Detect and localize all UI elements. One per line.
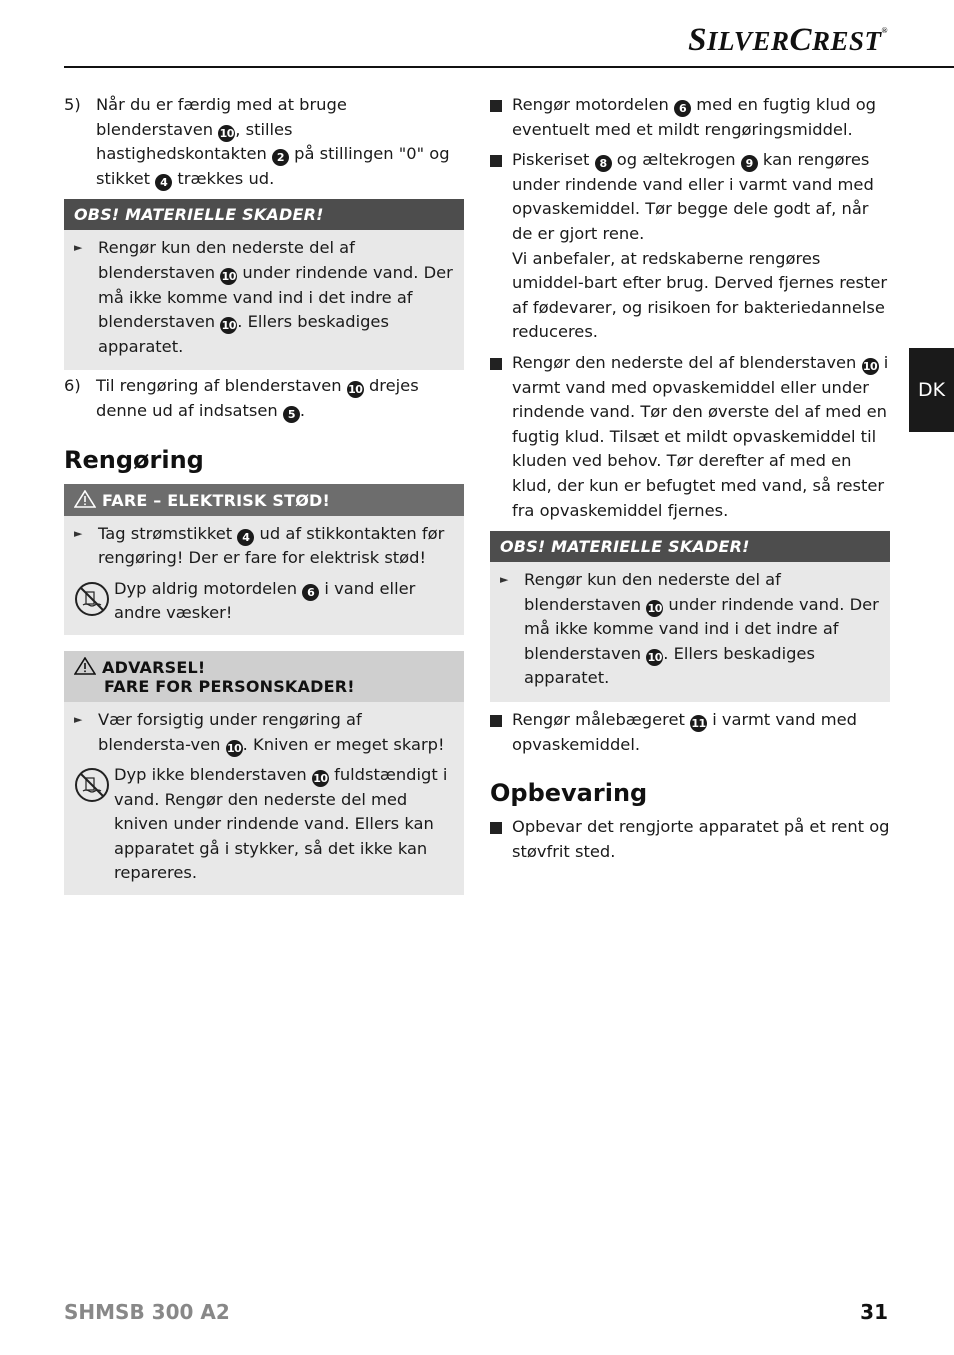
arrow-bullet-icon: ►: [74, 241, 83, 255]
header-rule: [64, 66, 954, 68]
part-number-badge: 10: [647, 601, 662, 615]
part-number-badge: 10: [221, 319, 236, 333]
part-number-badge: 10: [348, 383, 363, 397]
warning-item: ► Tag strømstikket 4 ud af stikkontakten før rengøring! Der er fare for elektrisk stød!: [74, 522, 454, 571]
footer-model-number: SHMSB 300 A2: [64, 1300, 230, 1324]
left-column: [64, 93, 464, 895]
no-immersion-icon: [74, 767, 110, 803]
language-tab: DK: [909, 348, 954, 432]
notice-title: OBS! MATERIELLE SKADER!: [64, 199, 464, 230]
arrow-bullet-icon: ►: [74, 712, 83, 726]
part-number-badge: 8: [595, 155, 612, 172]
warning-triangle-icon: [74, 657, 96, 675]
square-bullet-icon: [490, 351, 512, 523]
right-column: [490, 93, 890, 870]
list-item: Rengør motordelen 6 med en fugtig klud og eventuelt med et mildt rengøringsmiddel.: [490, 93, 890, 142]
list-item: Rengør målebægeret 11 i varmt vand med opvaskemiddel.: [490, 708, 890, 757]
square-bullet-icon: [490, 93, 512, 142]
step-5: 5) Når du er færdig med at bruge blenderstaven 10, stilles hastighedskontakten 2 på stillingen "0" og stikket 4 trækkes ud.: [64, 95, 450, 189]
part-number-badge: 9: [741, 155, 758, 172]
section-heading-cleaning: Rengøring: [64, 445, 204, 474]
square-bullet-icon: [490, 148, 512, 345]
part-number-badge: 10: [219, 126, 234, 140]
notice-item: ► Rengør kun den nederste del af blenderstaven 10 under rindende vand. Der må ikke komme vand ind i det indre af blenderstaven 10. Ellers beskadiges apparatet.: [74, 236, 454, 359]
warning-item: Dyp aldrig motordelen 6 i vand eller andre væsker!: [74, 577, 454, 626]
warning-triangle-icon: [74, 490, 96, 508]
list-item: Piskeriset 8 og æltekrogen 9 kan rengøres under rindende vand eller i varmt vand med opvaskemiddel. Tør begge dele godt af, når de er gjort rene. Vi anbefaler, at redskaberne rengøres umiddel-bart efter brug. Derved fjernes rester af fødevarer, og risikoen for bakteriedannelse reduceres.: [490, 148, 890, 345]
warning-item: Dyp ikke blenderstaven 10 fuldstændigt i vand. Rengør den nederste del med kniven under rindende vand. Ellers kan apparatet gå i stykker, så det ikke kan repareres.: [74, 763, 454, 886]
part-number-badge: 10: [862, 359, 878, 373]
no-immersion-icon: [74, 581, 110, 617]
warning-box-electric-shock: [64, 484, 464, 635]
warning-item: ► Vær forsigtig under rengøring af blendersta-ven 10. Kniven er meget skarp!: [74, 708, 454, 757]
notice-item: ► Rengør kun den nederste del af blenderstaven 10 under rindende vand. Der må ikke komme vand ind i det indre af blenderstaven 10. Ellers beskadiges apparatet.: [500, 568, 880, 691]
part-number-badge: 10: [313, 772, 328, 786]
brand-logo: SILVERCREST®: [688, 22, 888, 58]
step-6: 6) Til rengøring af blenderstaven 10 drejes denne ud af indsatsen 5 .: [64, 376, 419, 421]
warning-title: FARE – ELEKTRISK STØD!: [64, 484, 464, 516]
arrow-bullet-icon: ►: [500, 573, 509, 587]
list-item: Rengør den nederste del af blenderstaven 10 i varmt vand med opvaskemiddel eller under rindende vand. Tør den øverste del af med en fugtig klud. Tilsæt et mildt opvaskemiddel til kluden ved behov. Tør derefter af med en klud, der kun er befugtet med vand, så rester fra opvaskemiddel fjernes.: [490, 351, 890, 523]
square-bullet-icon: [490, 708, 512, 757]
square-bullet-icon: [490, 815, 512, 864]
arrow-bullet-icon: ►: [74, 526, 83, 540]
part-number-badge: 6: [674, 100, 691, 117]
part-number-badge: 4: [237, 529, 254, 546]
part-number-badge: 4: [155, 174, 172, 191]
part-number-badge: 10: [647, 650, 662, 664]
part-number-badge: 10: [227, 741, 242, 755]
part-number-badge: 10: [221, 269, 236, 283]
part-number-badge: 5: [283, 406, 300, 423]
part-number-badge: 11: [691, 717, 706, 731]
page-number: 31: [860, 1300, 888, 1324]
notice-title: OBS! MATERIELLE SKADER!: [490, 531, 890, 562]
section-heading-storage: Opbevaring: [490, 779, 648, 808]
part-number-badge: 2: [272, 149, 289, 166]
part-number-badge: 6: [302, 584, 319, 601]
warning-box-personal-injury: [64, 651, 464, 895]
notice-box-material-damage: [64, 199, 464, 370]
list-item: Opbevar det rengjorte apparatet på et rent og støvfrit sted.: [490, 815, 890, 864]
warning-title: ADVARSEL! FARE FOR PERSONSKADER!: [64, 651, 464, 702]
notice-box-material-damage: [490, 531, 890, 702]
